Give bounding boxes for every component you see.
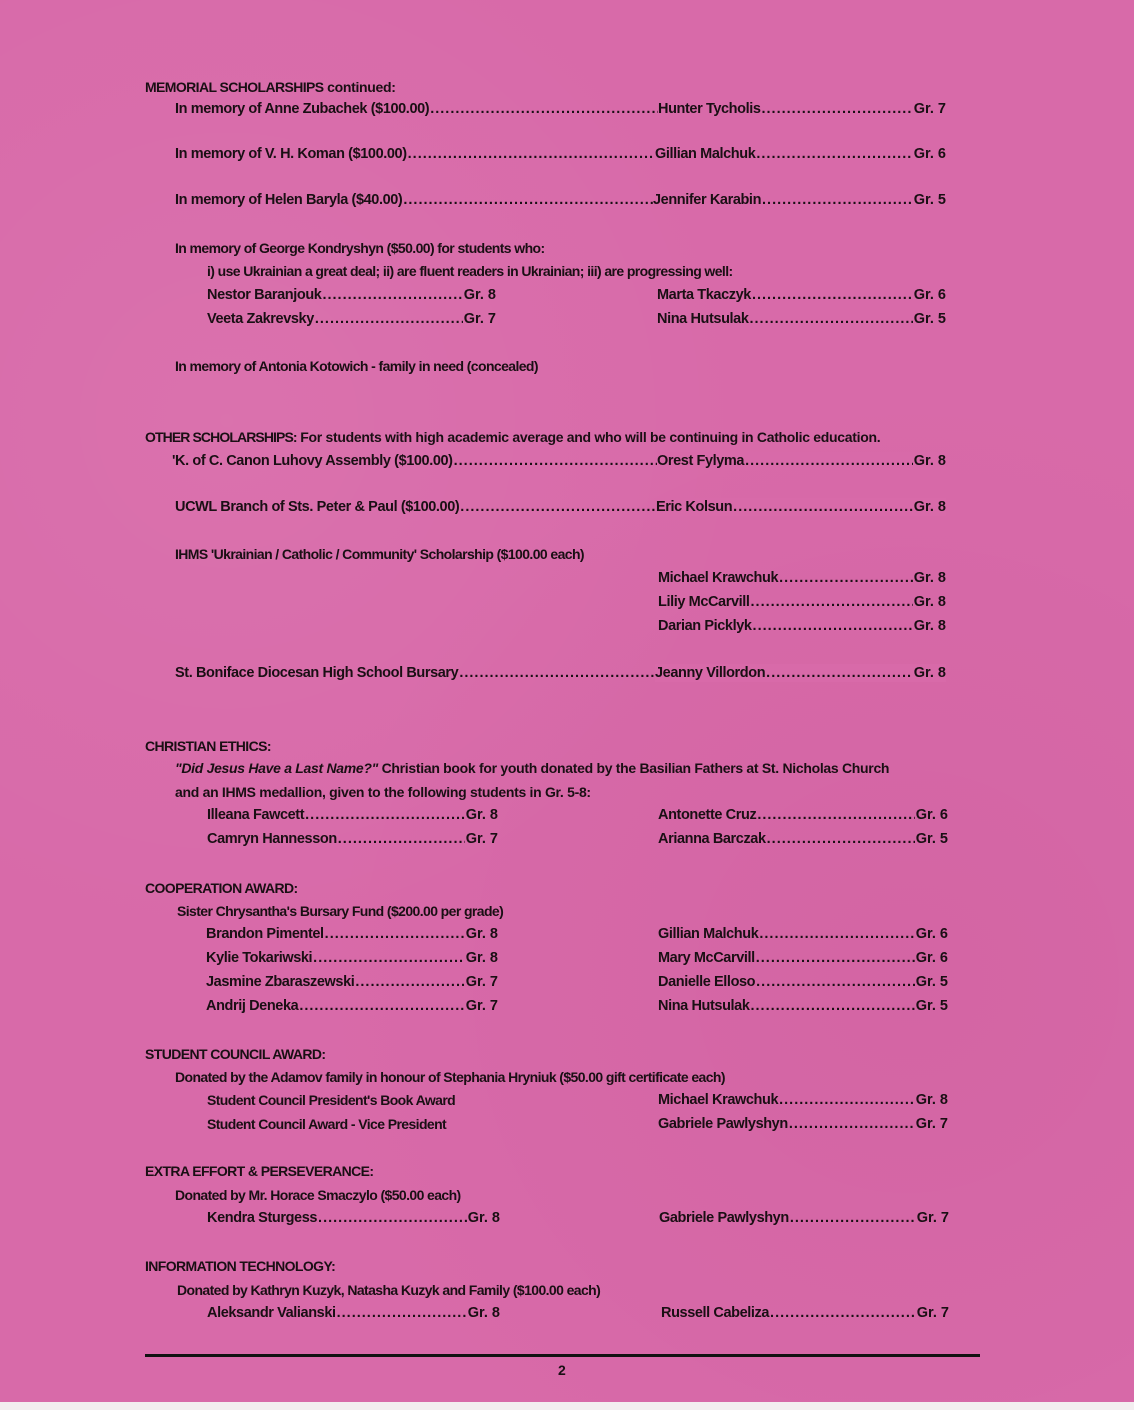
leader-dots (337, 1304, 467, 1322)
student-row (207, 1304, 500, 1322)
student-row (207, 286, 496, 304)
award-name: UCWL Branch of Sts. Peter & Paul ($100.00) (175, 499, 460, 515)
leader-dots (322, 286, 462, 304)
leader-dots (759, 925, 914, 943)
student-row (657, 286, 946, 304)
student-row (655, 664, 946, 682)
leader-dots (305, 806, 465, 824)
student-row (658, 973, 948, 991)
leader-dots (338, 830, 465, 848)
grade: Gr. 7 (916, 1305, 949, 1321)
student-name: Brandon Pimentel (206, 926, 324, 942)
student-name: Gabriele Pawlyshyn (659, 1210, 789, 1226)
student-name: Gillian Malchuk (655, 146, 756, 162)
student-name: Gillian Malchuk (658, 926, 759, 942)
info-tech-heading: INFORMATION TECHNOLOGY: (145, 1258, 336, 1274)
student-name: Kendra Sturgess (207, 1210, 318, 1226)
student-row (656, 498, 946, 516)
extra-effort-heading: EXTRA EFFORT & PERSEVERANCE: (145, 1163, 374, 1179)
leader-dots (299, 997, 464, 1015)
christian-ethics-line1 (175, 759, 889, 777)
cooperation-heading: COOPERATION AWARD: (145, 880, 298, 896)
student-row (658, 949, 948, 967)
description: Christian book for youth donated by the Basilian Fathers at St. Nicholas Church (378, 760, 890, 776)
student-row (653, 191, 946, 209)
student-row (661, 1304, 949, 1322)
student-name: Nestor Baranjouk (207, 287, 322, 303)
ihms-title: IHMS 'Ukrainian / Catholic / Community' Scholarship ($100.00 each) (175, 546, 584, 562)
leader-dots (325, 925, 465, 943)
student-name: Hunter Tycholis (658, 101, 761, 117)
student-row (657, 310, 946, 328)
student-row (206, 925, 498, 943)
grade: Gr. 6 (913, 287, 946, 303)
christian-ethics-heading: CHRISTIAN ETHICS: (145, 738, 271, 754)
christian-ethics-line2 (175, 783, 591, 801)
leader-dots (751, 997, 915, 1015)
student-name: Michael Krawchuk (658, 570, 779, 586)
student-row (207, 830, 498, 848)
section-title: OTHER SCHOLARSHIPS: (145, 429, 297, 445)
student-name: Illeana Fawcett (207, 807, 305, 823)
student-row (659, 1209, 949, 1227)
grade: Gr. 7 (465, 831, 498, 847)
page-number: 2 (558, 1362, 566, 1378)
award-name: In memory of Helen Baryla ($40.00) (175, 192, 403, 208)
other-heading (145, 428, 880, 446)
student-name: Camryn Hannesson (207, 831, 337, 847)
student-council-donation: Donated by the Adamov family in honour of Stephania Hryniuk ($50.00 gift certificate each) (175, 1069, 725, 1085)
award-name: Student Council Award - Vice President (207, 1116, 447, 1132)
student-row (658, 830, 948, 848)
student-name: Aleksandr Valianski (207, 1305, 336, 1321)
student-name: Liliy McCarvill (658, 594, 750, 610)
student-name: Darian Picklyk (658, 618, 752, 634)
award-name: 'K. of C. Canon Luhovy Assembly ($100.00) (172, 453, 453, 469)
leader-dots (779, 1091, 915, 1109)
leader-dots (753, 617, 913, 635)
award-name: St. Boniface Diocesan High School Bursary (175, 665, 459, 681)
cooperation-fund: Sister Chrysantha's Bursary Fund ($200.00 per grade) (177, 903, 504, 919)
leader-dots (766, 664, 913, 682)
leader-dots (770, 1304, 916, 1322)
leader-dots (767, 830, 915, 848)
student-row (658, 925, 948, 943)
grade: Gr. 5 (913, 192, 946, 208)
grade: Gr. 8 (467, 1305, 500, 1321)
student-name: Jennifer Karabin (653, 192, 762, 208)
student-row (658, 1115, 948, 1133)
leader-dots (779, 569, 913, 587)
kondryshyn-title: In memory of George Kondryshyn ($50.00) for students who: (175, 240, 545, 256)
student-row (658, 806, 948, 824)
grade: Gr. 6 (915, 950, 948, 966)
footer-divider (145, 1354, 980, 1357)
student-row (206, 997, 498, 1015)
leader-dots (789, 1115, 915, 1133)
memorial-heading (145, 78, 396, 96)
grade: Gr. 8 (913, 570, 946, 586)
leader-dots (762, 191, 913, 209)
kotowich-note: In memory of Antonia Kotowich - family in need (concealed) (175, 358, 538, 374)
student-row (207, 310, 496, 328)
grade: Gr. 8 (463, 287, 496, 303)
student-name: Andrij Deneka (206, 998, 299, 1014)
leader-dots (745, 452, 913, 470)
student-row (658, 100, 946, 118)
grade: Gr. 8 (913, 499, 946, 515)
student-name: Russell Cabeliza (661, 1305, 770, 1321)
student-council-heading: STUDENT COUNCIL AWARD: (145, 1046, 326, 1062)
student-name: Danielle Elloso (658, 974, 756, 990)
grade: Gr. 5 (915, 974, 948, 990)
student-name: Eric Kolsun (656, 499, 733, 515)
leader-dots (756, 145, 912, 163)
student-name: Veeta Zakrevsky (207, 311, 314, 327)
award-name: Student Council President's Book Award (207, 1092, 456, 1108)
student-name: Jasmine Zbaraszewski (206, 974, 355, 990)
student-row (657, 452, 946, 470)
student-row (207, 806, 498, 824)
grade: Gr. 7 (465, 974, 498, 990)
student-name: Mary McCarvill (658, 950, 755, 966)
grade: Gr. 8 (465, 950, 498, 966)
student-name: Arianna Barczak (658, 831, 766, 847)
student-name: Kylie Tokariwski (206, 950, 313, 966)
student-row (206, 973, 498, 991)
student-name: Jeanny Villordon (655, 665, 766, 681)
leader-dots (752, 286, 913, 304)
grade: Gr. 7 (913, 101, 946, 117)
grade: Gr. 6 (913, 146, 946, 162)
student-row (658, 569, 946, 587)
extra-effort-donation: Donated by Mr. Horace Smaczylo ($50.00 each) (175, 1187, 461, 1203)
student-row (207, 1209, 500, 1227)
grade: Gr. 5 (915, 831, 948, 847)
grade: Gr. 5 (913, 311, 946, 327)
leader-dots (318, 1209, 467, 1227)
leader-dots (762, 100, 913, 118)
student-name: Michael Krawchuk (658, 1092, 779, 1108)
leader-dots (733, 498, 913, 516)
student-name: Orest Fylyma (657, 453, 745, 469)
leader-dots (355, 973, 464, 991)
student-name: Nina Hutsulak (658, 998, 750, 1014)
student-row (658, 1091, 948, 1109)
book-title: "Did Jesus Have a Last Name?" (175, 760, 378, 776)
award-name: In memory of Anne Zubachek ($100.00) (175, 101, 430, 117)
section-title-suffix: continued: (323, 79, 396, 95)
kondryshyn-criteria: i) use Ukrainian a great deal; ii) are fluent readers in Ukrainian; iii) are progressing well: (207, 263, 733, 279)
grade: Gr. 6 (915, 807, 948, 823)
grade: Gr. 8 (913, 453, 946, 469)
grade: Gr. 8 (467, 1210, 500, 1226)
award-name: In memory of V. H. Koman ($100.00) (175, 146, 407, 162)
student-row (206, 949, 498, 967)
grade: Gr. 8 (915, 1092, 948, 1108)
leader-dots (756, 949, 915, 967)
description: and an IHMS medallion, given to the following students in Gr. 5-8: (175, 784, 591, 800)
grade: Gr. 6 (915, 926, 948, 942)
student-row (655, 145, 946, 163)
grade: Gr. 7 (916, 1210, 949, 1226)
student-name: Antonette Cruz (658, 807, 757, 823)
grade: Gr. 7 (465, 998, 498, 1014)
student-row (658, 997, 948, 1015)
student-row (658, 617, 946, 635)
grade: Gr. 8 (913, 618, 946, 634)
section-description: For students with high academic average and who will be continuing in Catholic education. (296, 429, 881, 445)
section-title: MEMORIAL SCHOLARSHIPS (145, 79, 324, 95)
grade: Gr. 7 (463, 311, 496, 327)
info-tech-donation: Donated by Kathryn Kuzyk, Natasha Kuzyk and Family ($100.00 each) (177, 1282, 601, 1298)
student-row (658, 593, 946, 611)
student-name: Gabriele Pawlyshyn (658, 1116, 788, 1132)
leader-dots (751, 593, 913, 611)
leader-dots (757, 806, 914, 824)
leader-dots (750, 310, 913, 328)
grade: Gr. 8 (913, 665, 946, 681)
grade: Gr. 8 (465, 807, 498, 823)
grade: Gr. 8 (913, 594, 946, 610)
grade: Gr. 5 (915, 998, 948, 1014)
leader-dots (756, 973, 915, 991)
grade: Gr. 7 (915, 1116, 948, 1132)
leader-dots (315, 310, 463, 328)
student-name: Marta Tkaczyk (657, 287, 751, 303)
student-name: Nina Hutsulak (657, 311, 749, 327)
grade: Gr. 8 (465, 926, 498, 942)
leader-dots (790, 1209, 916, 1227)
leader-dots (313, 949, 465, 967)
